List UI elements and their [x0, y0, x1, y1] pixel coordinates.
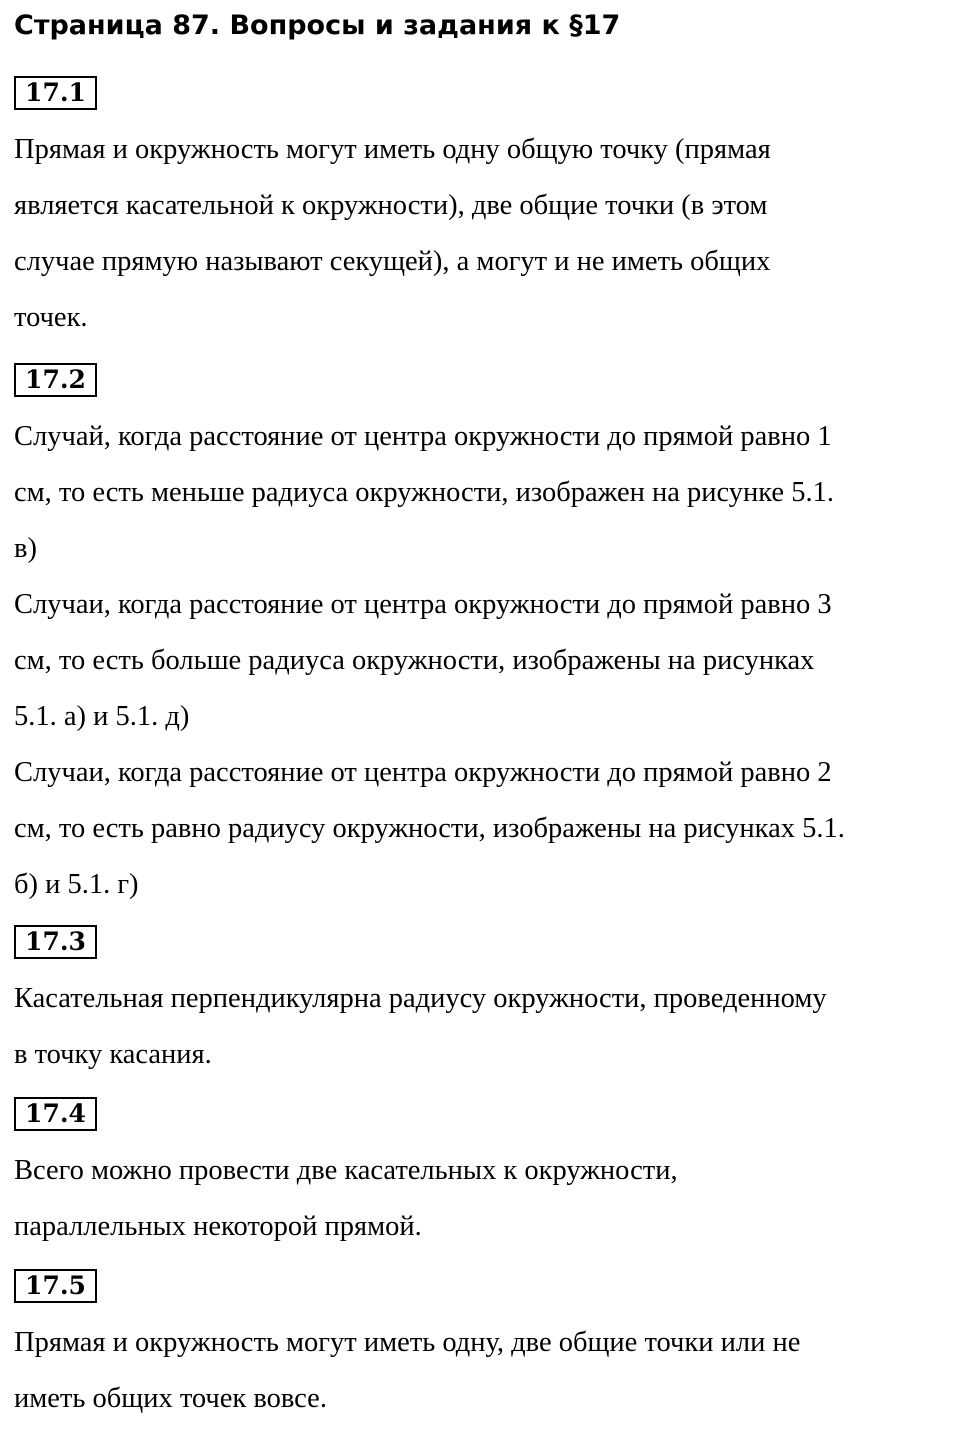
answer-line: см, то есть равно радиусу окружности, изображены на рисунках 5.1.: [14, 813, 845, 844]
task-number-17-1: 17.1: [14, 76, 97, 110]
task-number-17-5: 17.5: [14, 1269, 97, 1303]
answer-line: Случаи, когда расстояние от центра окружности до прямой равно 3: [14, 589, 832, 620]
task-number-17-3: 17.3: [14, 925, 97, 959]
answer-17-3: [14, 971, 956, 1083]
task-number-17-2: 17.2: [14, 363, 97, 397]
answer-line: иметь общих точек вовсе.: [14, 1383, 327, 1414]
task-number-17-4: 17.4: [14, 1097, 97, 1131]
answer-line: б) и 5.1. г): [14, 869, 139, 900]
answer-line: Касательная перпендикулярна радиусу окружности, проведенному: [14, 983, 827, 1014]
answer-line: Прямая и окружность могут иметь одну общую точку (прямая: [14, 134, 771, 165]
page-title: Страница 87. Вопросы и задания к §17: [14, 10, 621, 41]
answer-17-4: [14, 1143, 956, 1255]
answer-line: случае прямую называют секущей), а могут и не иметь общих: [14, 246, 771, 277]
answer-line: Прямая и окружность могут иметь одну, две общие точки или не: [14, 1327, 801, 1358]
answer-17-5: [14, 1315, 956, 1427]
answer-line: в точку касания.: [14, 1039, 212, 1070]
answer-line: см, то есть больше радиуса окружности, изображены на рисунках: [14, 645, 815, 676]
answer-line: параллельных некоторой прямой.: [14, 1211, 422, 1242]
answer-line: в): [14, 533, 37, 564]
answer-line: Случай, когда расстояние от центра окружности до прямой равно 1: [14, 421, 832, 452]
answer-line: Случаи, когда расстояние от центра окружности до прямой равно 2: [14, 757, 832, 788]
answer-17-2: [14, 409, 956, 913]
answer-line: Всего можно провести две касательных к окружности,: [14, 1155, 678, 1186]
answer-line: точек.: [14, 302, 88, 333]
answer-line: 5.1. а) и 5.1. д): [14, 701, 190, 732]
answer-line: является касательной к окружности), две общие точки (в этом: [14, 190, 768, 221]
answer-line: см, то есть меньше радиуса окружности, изображен на рисунке 5.1.: [14, 477, 834, 508]
answer-17-1: [14, 122, 956, 346]
